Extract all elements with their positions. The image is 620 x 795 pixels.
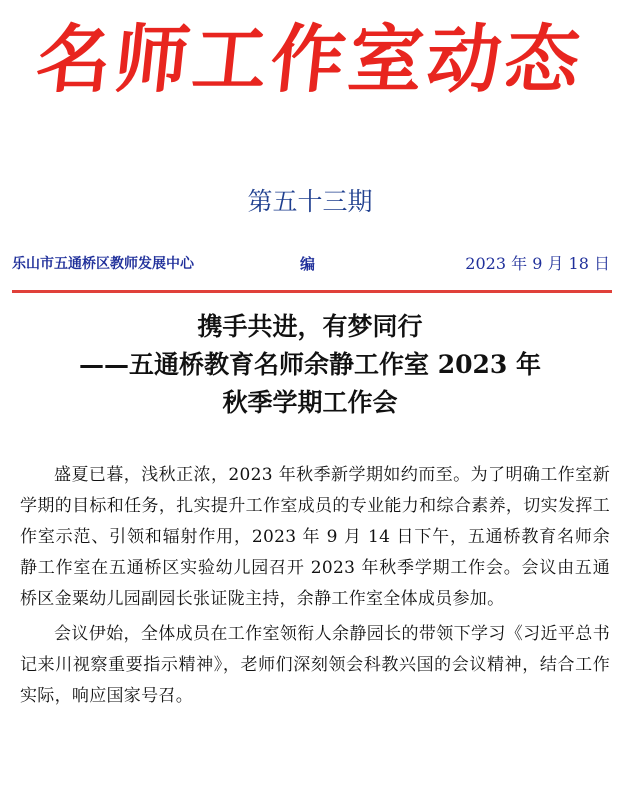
headline-line-1: 携手共进，有梦同行 bbox=[197, 312, 423, 341]
masthead-title: 名师工作室动态 bbox=[32, 17, 588, 103]
headline-line-2: ——五通桥教育名师余静工作室 2023 年 bbox=[79, 350, 541, 379]
article-paragraph-2: 会议伊始，全体成员在工作室领衔人余静园长的带领下学习《习近平总书记来川视察重要指示精神》，老师们深刻领会科教兴国的会议精神，结合工作实际，响应国家号召。 bbox=[20, 624, 610, 706]
article-headline bbox=[0, 308, 620, 422]
headline-line-3: 秋季学期工作会 bbox=[222, 388, 398, 417]
publication-date: 2023 年 9 月 18 日 bbox=[465, 254, 610, 273]
issue-number: 第五十三期 bbox=[247, 187, 373, 216]
publication-info-row bbox=[12, 252, 610, 276]
article-paragraph-1: 盛夏已暮，浅秋正浓，2023 年秋季新学期如约而至。为了明确工作室新学期的目标和任务，扎实提升工作室成员的专业能力和综合素养，切实发挥工作室示范、引领和辐射作用，2023 年 9 月 14 日下午，五通桥教育名师余静工作室在五通桥区实验幼儿园召开 2023 年秋季学期工作会。会议由五通桥区金粟幼儿园副园长张证陇主持，余静工作室全体成员参加。 bbox=[20, 465, 610, 609]
article-body bbox=[20, 460, 610, 716]
publisher-name: 乐山市五通桥区教师发展中心 bbox=[12, 256, 194, 272]
header-divider bbox=[12, 290, 612, 293]
editor-label: 编 bbox=[300, 255, 316, 273]
